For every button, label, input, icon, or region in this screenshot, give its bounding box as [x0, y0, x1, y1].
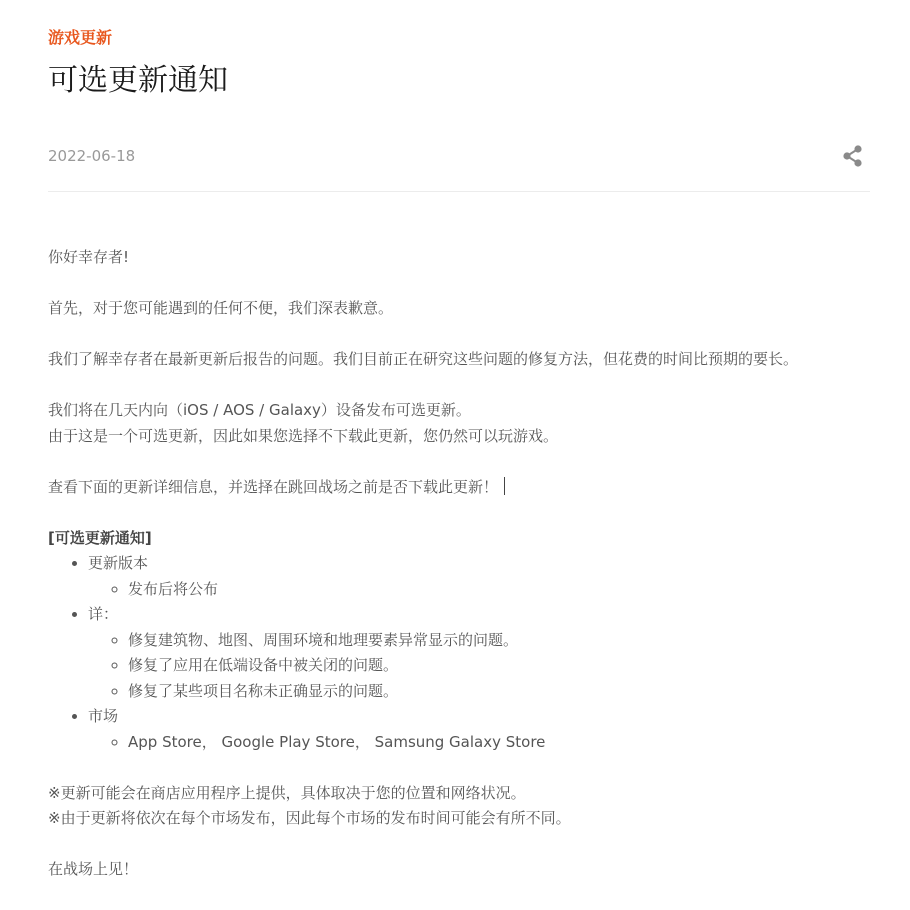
list-item: ◦ 发布后将公布 [128, 577, 888, 603]
list-item: ◦ 修复了应用在低端设备中被关闭的问题。 [128, 653, 888, 679]
section-label-details: 详： [88, 605, 119, 623]
sub-list [88, 730, 888, 756]
list-item [88, 602, 888, 704]
spacer [48, 500, 888, 526]
text-cursor [504, 477, 505, 495]
post-date: 2022-06-18 [48, 147, 136, 165]
spacer [48, 373, 888, 399]
share-button[interactable] [840, 143, 866, 169]
spacer [48, 322, 888, 348]
sub-list [88, 628, 888, 705]
notice-heading: [可选更新通知] [48, 528, 152, 547]
closing-text: 在战场上见！ [48, 860, 139, 878]
plan-text-1: 我们将在几天内向（iOS / AOS / Galaxy）设备发布可选更新。 [48, 401, 471, 419]
list-item: ◦ App Store， Google Play Store， Samsung Galaxy Store [128, 730, 888, 756]
spacer [48, 755, 888, 781]
article-body [48, 245, 888, 883]
sub-list [88, 577, 888, 603]
page-title: 可选更新通知 [48, 63, 228, 98]
spacer [48, 271, 888, 297]
plan-text-2: 由于这是一个可选更新，因此如果您选择不下载此更新，您仍然可以玩游戏。 [48, 426, 559, 445]
list-item [88, 551, 888, 602]
update-details-list [48, 551, 888, 755]
cta-text: 查看下面的更新详细信息，并选择在跳回战场之前是否下载此更新！ [48, 477, 499, 496]
header-divider [48, 191, 870, 192]
category-label[interactable]: 游戏更新 [48, 28, 113, 47]
section-label-version: 更新版本 [88, 554, 149, 572]
section-label-market: 市场 [88, 707, 119, 725]
note-1: ※更新可能会在商店应用程序上提供，具体取决于您的位置和网络状况。 [48, 783, 526, 802]
cta-paragraph [48, 475, 888, 501]
spacer [48, 832, 888, 858]
explanation-text: 我们了解幸存者在最新更新后报告的问题。我们目前正在研究这些问题的修复方法，但花费的时间比预期的要长。 [48, 350, 799, 368]
list-item [88, 704, 888, 755]
list-item: ◦ 修复了某些项目名称未正确显示的问题。 [128, 679, 888, 705]
spacer [48, 449, 888, 475]
greeting: 你好幸存者! [48, 248, 130, 266]
note-2: ※由于更新将依次在每个市场发布，因此每个市场的发布时间可能会有所不同。 [48, 809, 571, 827]
apology-text: 首先，对于您可能遇到的任何不便，我们深表歉意。 [48, 299, 394, 317]
list-item: ◦ 修复建筑物、地图、周围环境和地理要素异常显示的问题。 [128, 628, 888, 654]
share-icon [840, 143, 866, 169]
